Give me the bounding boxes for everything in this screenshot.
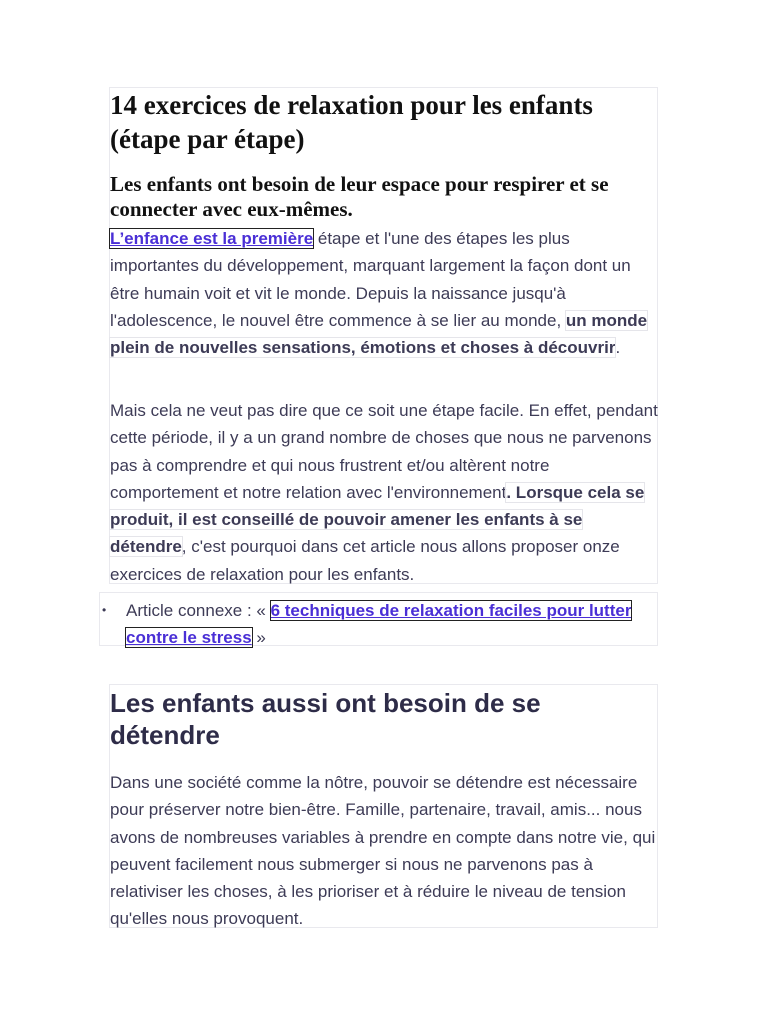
intro-paragraph-1 xyxy=(110,225,659,361)
related-list xyxy=(100,597,655,652)
related-article-link[interactable]: 6 techniques de relaxation faciles pour lutter contre le stress xyxy=(126,601,632,648)
childhood-link[interactable]: L’enfance est la première xyxy=(110,229,314,248)
intro-paragraph-1-highlight: un monde plein de nouvelles sensations, émotions et choses à découvrir xyxy=(110,310,648,358)
article-title: 14 exercices de relaxation pour les enfants (étape par étape) xyxy=(110,90,593,154)
intro-paragraph-2-highlight: . Lorsque cela se produit, il est conseillé de pouvoir amener les enfants à se détendre xyxy=(110,482,645,557)
related-list-item xyxy=(100,597,655,652)
intro-paragraph-2-end: , c'est pourquoi dans cet article nous allons proposer onze exercices de relaxation pour les enfants. xyxy=(110,537,620,584)
bullet-icon: • xyxy=(102,603,107,617)
related-article-box xyxy=(99,592,658,646)
section-paragraph: Dans une société comme la nôtre, pouvoir se détendre est nécessaire pour préserver notre bien-être. Famille, partenaire, travail, amis... nous avons de nombreuses variables à prendre en compte dans notre vie, qui peuvent facilement nous submerger si nous ne parvenons pas à relativiser les choses, à les prioriser et à réduire le niveau de tension qu'elles nous provoquent. xyxy=(110,773,656,929)
intro-paragraph-2 xyxy=(110,397,659,588)
intro-paragraph-1-end: . xyxy=(615,338,621,358)
intro-section xyxy=(109,87,658,584)
article-subtitle: Les enfants ont besoin de leur espace pour respirer et se connecter avec eux-mêmes. xyxy=(110,172,609,221)
related-prefix: Article connexe : « xyxy=(126,601,271,620)
section-children-relax xyxy=(109,684,658,928)
section-heading: Les enfants aussi ont besoin de se détendre xyxy=(110,688,541,750)
related-suffix: » xyxy=(251,628,266,648)
intro-paragraph-2-text: Mais cela ne veut pas dire que ce soit une étape facile. En effet, pendant cette période, il y a un grand nombre de choses que nous ne parvenons pas à comprendre et qui nous frustrent et/ou altèrent notre comportement et notre relation avec l'environnement xyxy=(110,401,658,502)
intro-paragraph-1-text: étape et l'une des étapes les plus importantes du développement, marquant largement la façon dont un être humain voit et vit le monde. Depuis la naissance jusqu'à l'adolescence, le nouvel être commence à se lier au monde, xyxy=(110,229,631,330)
